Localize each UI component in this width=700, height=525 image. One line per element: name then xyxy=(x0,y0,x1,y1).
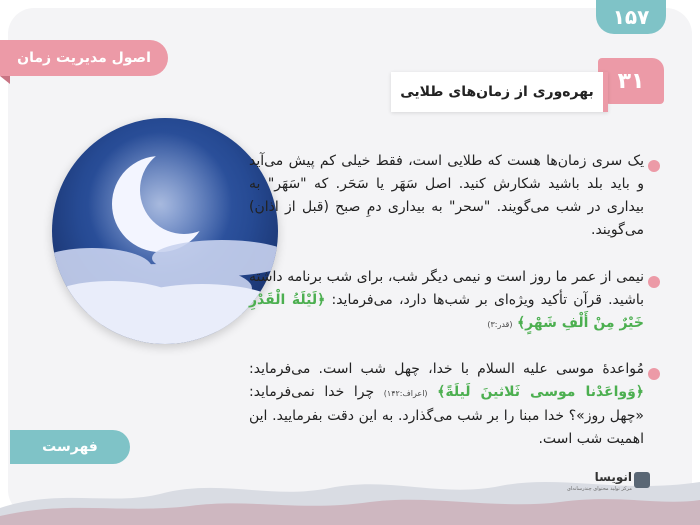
crescent-moon-icon xyxy=(52,118,278,344)
publisher-name: انویسا xyxy=(594,470,632,484)
quran-verse: ﴿لَيْلَةُ الْقَدْرِ خَيْرٌ مِنْ أَلْفِ شَهْرٍ﴾ xyxy=(249,292,644,331)
verse-reference: (اعراف:۱۴۲) xyxy=(383,389,428,398)
chapter-tab[interactable]: اصول مدیریت زمان xyxy=(0,40,168,76)
lesson-number-badge: ۳۱ xyxy=(598,58,664,104)
paragraph-2 xyxy=(249,266,644,336)
page-number: ۱۵۷ xyxy=(596,0,666,34)
bullet-dot xyxy=(648,368,660,380)
paragraph-3-text-b: چرا خدا نمی‌فرماید: «چهل روز»؟ خدا مبنا را بر شب می‌گذارد. به این دقت بفرمایید. این اهمیت شب است. xyxy=(249,384,644,447)
lesson-title: بهره‌وری از زمان‌های طلایی xyxy=(391,72,608,112)
bullet-dot xyxy=(648,160,660,172)
publisher-logo xyxy=(562,470,648,496)
paragraph-3 xyxy=(249,358,644,451)
publisher-subtitle: مرکز تولید محتوای چندرسانه‌ای xyxy=(566,486,632,492)
paragraph-2-text: نیمی از عمر ما روز است و نیمی دیگر شب، برای شب برنامه داشته باشید. قرآن تأکید ویژه‌ای بر شب‌ها دارد، می‌فرماید: xyxy=(249,269,644,308)
bullet-dot xyxy=(648,276,660,288)
moon-illustration xyxy=(52,118,278,344)
paragraph-1: یک سری زمان‌ها هست که طلایی است، فقط خیلی کم پیش می‌آید و باید بلد باشید شکارش کنید. اصل سَهَر یا سَحَر. که "سَهَر" به بیداری در شب می‌گویند. "سحر" به بیداری دمِ صبح (قبل از اذان) می‌گویند. xyxy=(249,153,644,238)
paragraph-3-text-a: مُواعدهٔ موسی علیه السلام با خدا، چهل شب است. می‌فرماید: xyxy=(249,361,644,377)
verse-reference: (قدر:۳) xyxy=(487,320,513,329)
anvisa-logo-icon xyxy=(634,472,650,488)
toc-button[interactable]: فهرست xyxy=(10,430,130,464)
quran-verse: ﴿وَواعَدْنا موسى ثَلاثينَ لَيلَةً﴾ xyxy=(437,384,645,400)
